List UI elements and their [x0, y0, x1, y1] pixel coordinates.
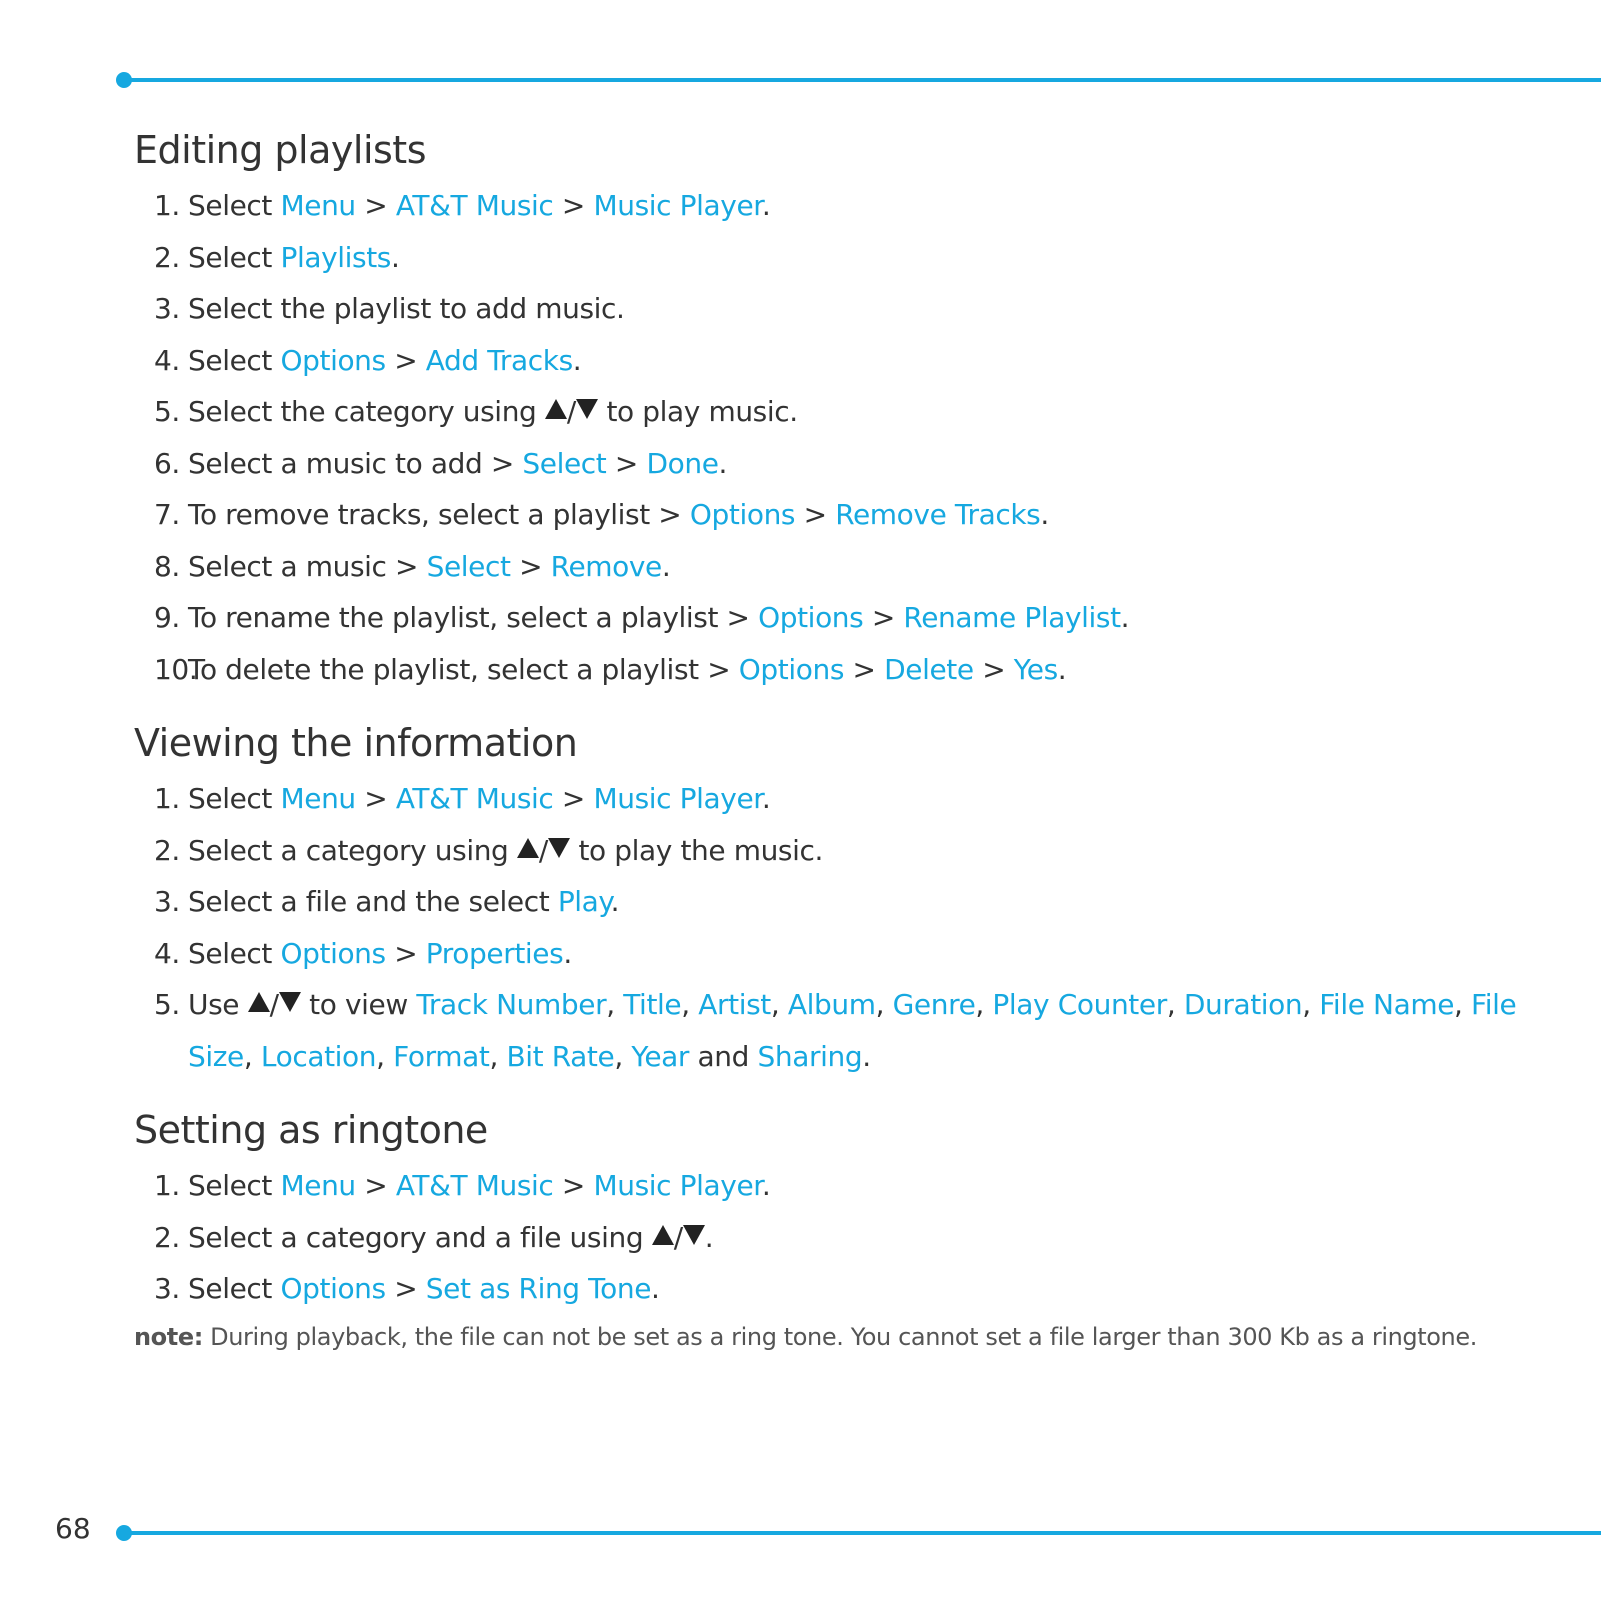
step-item [134, 180, 1574, 232]
step-text: , [1454, 988, 1472, 1021]
step-text: Select a file and the select [188, 885, 558, 918]
step-text: / [538, 833, 548, 867]
menu-path-term: Album [787, 988, 876, 1021]
menu-path-term: Title [623, 988, 682, 1021]
menu-path-term: Playlists [280, 240, 391, 274]
page-content [134, 120, 1574, 1359]
step-list [134, 180, 1574, 695]
step-number: 4. [154, 343, 180, 377]
step-text: . [661, 549, 671, 583]
menu-path-term: Yes [1013, 652, 1058, 686]
section [134, 1100, 1574, 1315]
step-text: Select [188, 240, 281, 274]
menu-path-term: Play [557, 885, 611, 918]
step-text: to play music. [597, 395, 798, 428]
menu-path-term: Options [738, 652, 845, 686]
menu-path-term: Menu [280, 782, 356, 815]
step-text: Select [188, 1169, 281, 1202]
step-list [134, 773, 1574, 1082]
step-text: , [1302, 988, 1320, 1021]
menu-path-term: Options [689, 498, 796, 531]
section [134, 713, 1574, 1082]
step-item [134, 928, 1574, 980]
menu-path-term: Play Counter [992, 988, 1167, 1021]
note-text: During playback, the file can not be set as a ring tone. You cannot set a file larger than 300 Kb as a ringtone. [202, 1322, 1477, 1351]
step-text: , [376, 1039, 394, 1073]
step-item [134, 979, 1574, 1082]
step-text: > [385, 343, 426, 377]
step-text: > [510, 549, 551, 583]
step-number: 6. [154, 446, 180, 480]
menu-path-term: Menu [280, 1169, 356, 1202]
section [134, 120, 1574, 695]
step-text: , [681, 988, 699, 1021]
step-text: . [761, 1169, 771, 1202]
menu-path-term: Music Player [593, 782, 762, 815]
menu-path-term: Music Player [593, 189, 762, 222]
step-text: Select the category using [188, 395, 545, 428]
step-text: , [975, 988, 993, 1021]
menu-path-term: Genre [892, 988, 976, 1021]
menu-path-term: Artist [698, 988, 771, 1021]
step-number: 2. [154, 833, 180, 867]
menu-path-term: Remove [550, 549, 662, 583]
menu-path-term: Remove Tracks [835, 498, 1041, 531]
menu-path-term: Location [260, 1039, 377, 1073]
step-text: . [862, 1039, 871, 1073]
step-number: 8. [154, 549, 180, 583]
step-number: 3. [154, 1272, 180, 1305]
step-text: / [566, 395, 576, 428]
step-number: 2. [154, 1220, 180, 1254]
step-text: > [553, 189, 594, 222]
step-text: , [875, 988, 893, 1021]
menu-path-term: Menu [280, 189, 356, 222]
step-number: 2. [154, 240, 180, 274]
step-number: 4. [154, 936, 180, 970]
menu-path-term: Bit Rate [506, 1039, 615, 1073]
step-text: . [718, 446, 728, 480]
step-text: > [355, 782, 396, 815]
step-text: , [614, 1039, 632, 1073]
step-text: > [606, 446, 647, 480]
menu-path-term: File Size [188, 988, 1517, 1073]
step-text: To delete the playlist, select a playlist > [188, 652, 739, 686]
step-text: > [863, 601, 904, 634]
step-text: . [1120, 601, 1130, 634]
sections [134, 120, 1574, 1315]
menu-path-term: Duration [1183, 988, 1303, 1021]
step-number: 1. [154, 782, 180, 815]
step-item [134, 1263, 1574, 1315]
up-arrow-icon [652, 1225, 674, 1245]
step-text: . [761, 782, 771, 815]
step-text: . [563, 936, 572, 970]
step-text: . [761, 189, 771, 222]
step-item [134, 1160, 1574, 1212]
step-text: Select [188, 936, 281, 970]
step-number: 1. [154, 1169, 180, 1202]
step-text: Select [188, 343, 281, 377]
menu-path-term: AT&T Music [395, 189, 554, 222]
step-item [134, 438, 1574, 490]
menu-path-term: AT&T Music [395, 1169, 554, 1202]
step-item [134, 386, 1574, 438]
menu-path-term: File Name [1319, 988, 1455, 1021]
step-item [134, 283, 1574, 335]
menu-path-term: Sharing [757, 1039, 863, 1073]
up-arrow-icon [517, 838, 539, 858]
menu-path-term: Format [393, 1039, 490, 1073]
top-rule [124, 78, 1601, 82]
menu-path-term: Music Player [593, 1169, 762, 1202]
up-arrow-icon [545, 399, 567, 419]
step-item [134, 644, 1574, 696]
step-text: , [606, 988, 624, 1021]
step-text: . [1040, 498, 1049, 531]
step-text: > [553, 1169, 594, 1202]
step-text: to play the music. [569, 833, 823, 867]
note-label: note: [134, 1322, 203, 1351]
step-number: 3. [154, 885, 180, 918]
bottom-rule [124, 1531, 1601, 1535]
step-item [134, 1212, 1574, 1264]
step-list [134, 1160, 1574, 1315]
step-item [134, 335, 1574, 387]
menu-path-term: AT&T Music [395, 782, 554, 815]
step-number: 5. [154, 988, 180, 1021]
menu-path-term: Add Tracks [425, 343, 573, 377]
down-arrow-icon [683, 1225, 705, 1245]
step-text: > [973, 652, 1014, 686]
menu-path-term: Rename Playlist [903, 601, 1121, 634]
step-text: to view [300, 988, 417, 1021]
down-arrow-icon [548, 838, 570, 858]
step-item [134, 232, 1574, 284]
bottom-rule-dot [116, 1525, 132, 1541]
menu-path-term: Delete [884, 652, 974, 686]
step-item [134, 876, 1574, 928]
step-number: 9. [154, 601, 180, 634]
step-text: . [391, 240, 400, 274]
step-item [134, 541, 1574, 593]
menu-path-term: Year [631, 1039, 690, 1073]
step-text: , [1166, 988, 1184, 1021]
step-text: Select [188, 1272, 281, 1305]
page-number: 68 [55, 1512, 91, 1545]
step-text: Select a category and a file using [188, 1220, 652, 1254]
menu-path-term: Options [280, 1272, 386, 1305]
step-number: 10. [154, 652, 198, 686]
step-text: . [572, 343, 582, 377]
menu-path-term: Set as Ring Tone [425, 1272, 652, 1305]
step-text: > [355, 189, 396, 222]
step-text: To rename the playlist, select a playlist > [188, 601, 759, 634]
step-text: / [269, 988, 279, 1021]
step-text: > [355, 1169, 396, 1202]
step-text: > [795, 498, 836, 531]
step-text: To remove tracks, select a playlist > [188, 498, 690, 531]
menu-path-term: Select [522, 446, 607, 480]
down-arrow-icon [279, 992, 301, 1012]
step-text: , [243, 1039, 261, 1073]
step-text: . [1057, 652, 1067, 686]
step-text: and [689, 1039, 758, 1073]
step-text: . [704, 1220, 714, 1254]
step-text: , [489, 1039, 507, 1073]
step-item [134, 592, 1574, 644]
step-text: Select a music > [188, 549, 427, 583]
step-text: > [553, 782, 594, 815]
step-text: . [610, 885, 620, 918]
menu-path-term: Properties [425, 936, 564, 970]
step-text: Select [188, 189, 281, 222]
down-arrow-icon [576, 399, 598, 419]
step-item [134, 825, 1574, 877]
step-text: , [770, 988, 788, 1021]
step-text: Use [188, 988, 248, 1021]
section-heading: Viewing the information [134, 721, 578, 765]
step-number: 7. [154, 498, 180, 531]
section-heading: Setting as ringtone [134, 1108, 488, 1152]
menu-path-term: Options [280, 343, 386, 377]
step-text: > [844, 652, 885, 686]
top-rule-dot [116, 72, 132, 88]
step-text: Select a category using [188, 833, 517, 867]
step-number: 5. [154, 395, 180, 428]
step-number: 3. [154, 292, 180, 325]
step-text: Select a music to add > [188, 446, 523, 480]
step-text: > [385, 936, 426, 970]
step-text: . [651, 1272, 660, 1305]
step-text: > [385, 1272, 426, 1305]
menu-path-term: Options [280, 936, 386, 970]
note [134, 1315, 1574, 1359]
menu-path-term: Track Number [416, 988, 607, 1021]
up-arrow-icon [248, 992, 270, 1012]
step-number: 1. [154, 189, 180, 222]
section-heading: Editing playlists [134, 128, 426, 172]
menu-path-term: Done [646, 446, 719, 480]
step-item [134, 489, 1574, 541]
menu-path-term: Options [758, 601, 864, 634]
menu-path-term: Select [426, 549, 511, 583]
step-text: Select the playlist to add music. [188, 292, 625, 325]
step-item [134, 773, 1574, 825]
step-text: / [673, 1220, 683, 1254]
step-text: Select [188, 782, 281, 815]
